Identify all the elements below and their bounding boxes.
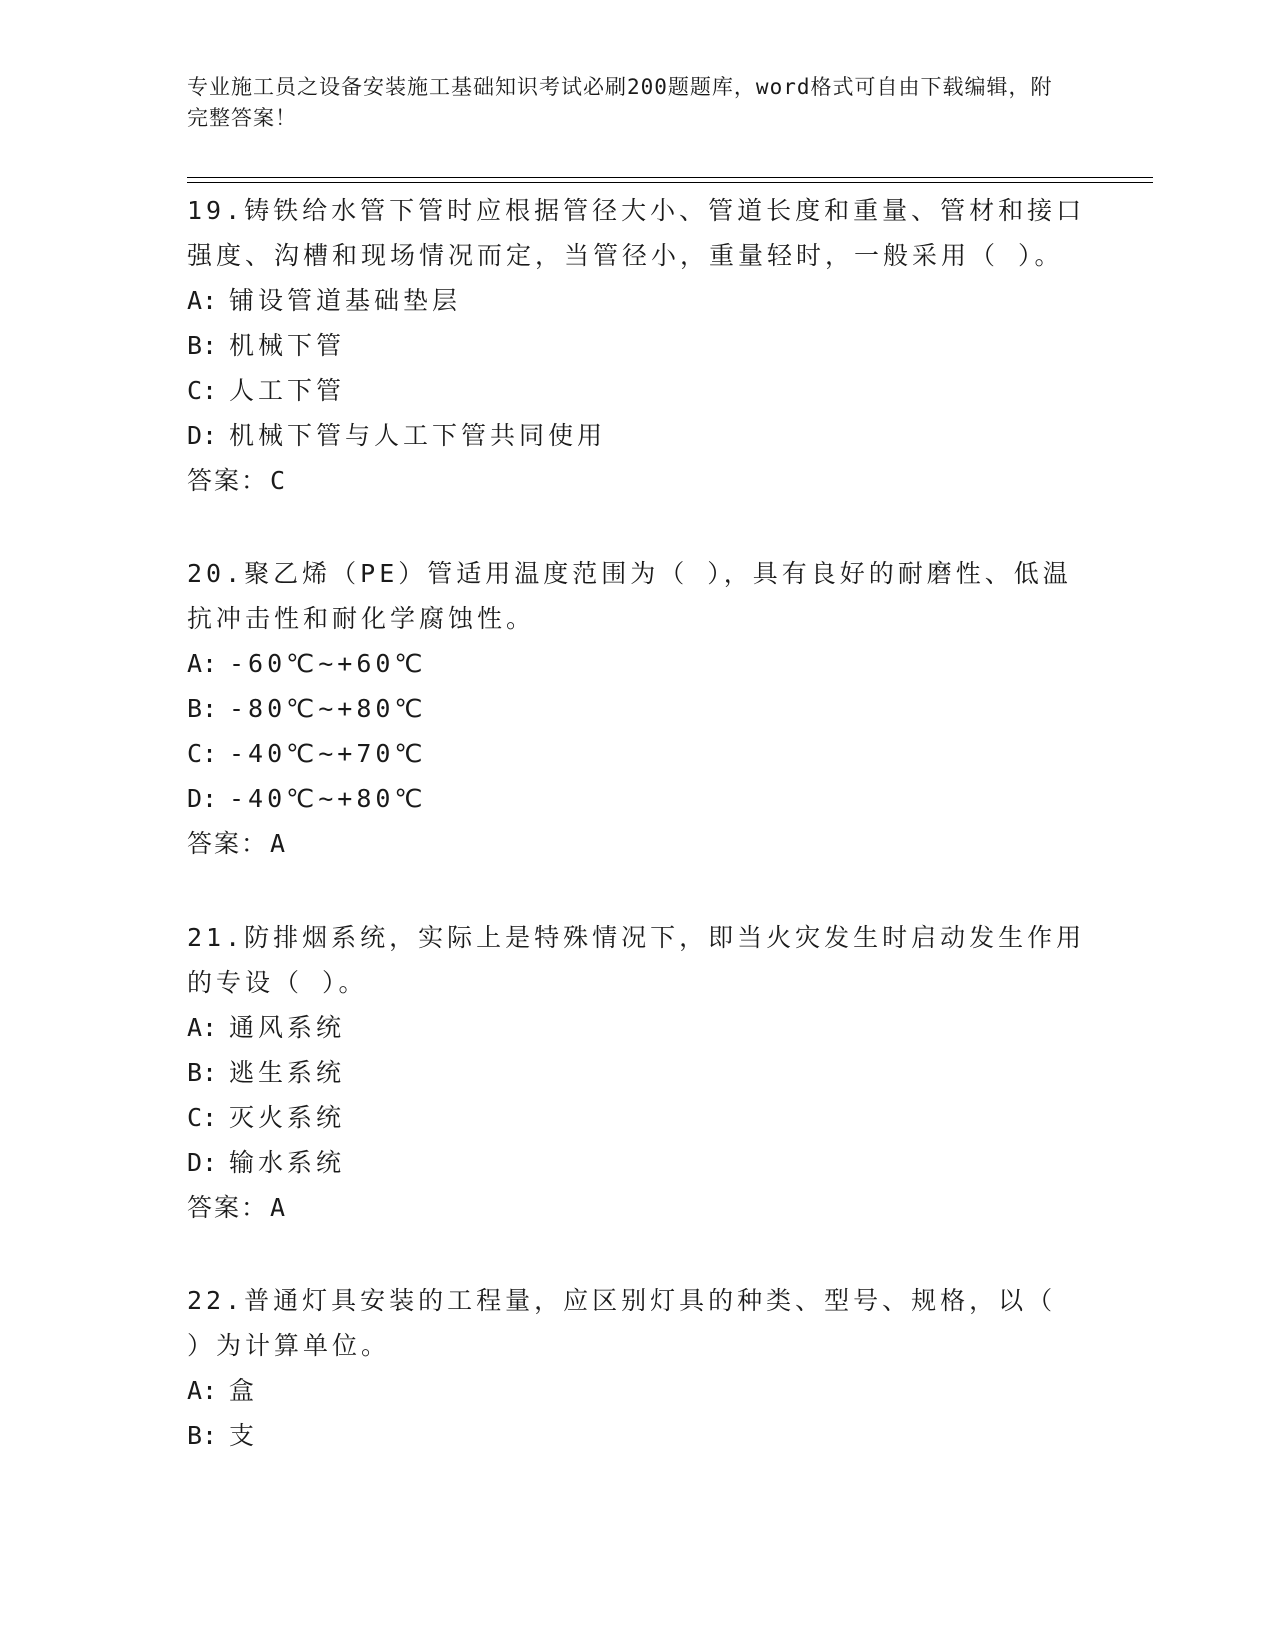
option-text: 支	[229, 1421, 259, 1450]
option-key: A:	[187, 1013, 218, 1042]
answer-label: 答案：	[187, 1193, 269, 1222]
document-header: 专业施工员之设备安装施工基础知识考试必刷200题题库，word格式可自由下载编辑，附完整答案！	[187, 75, 1053, 130]
answer-line	[187, 1185, 1087, 1230]
option-key: D:	[187, 784, 218, 813]
option-text: 逃生系统	[229, 1058, 346, 1087]
option-text: 人工下管	[229, 376, 346, 405]
option-text: -80℃~+80℃	[229, 694, 427, 723]
option-text: -60℃~+60℃	[229, 649, 427, 678]
question-stem: 20.聚乙烯（PE）管适用温度范围为（ ），具有良好的耐磨性、低温抗冲击性和耐化学腐蚀性。	[187, 559, 1072, 633]
answer-label: 答案：	[187, 466, 269, 495]
option-b	[187, 1413, 1087, 1458]
option-key: C:	[187, 1103, 218, 1132]
header-divider-bottom	[187, 182, 1153, 183]
option-key: A:	[187, 1376, 218, 1405]
header-divider-top	[187, 177, 1153, 178]
option-key: B:	[187, 331, 218, 360]
option-key: B:	[187, 694, 218, 723]
option-a	[187, 1005, 1087, 1050]
option-a	[187, 278, 1087, 323]
option-text: 通风系统	[229, 1013, 346, 1042]
answer-value: A	[270, 829, 286, 858]
option-key: C:	[187, 739, 218, 768]
answer-line	[187, 458, 1087, 503]
option-text: -40℃~+70℃	[229, 739, 427, 768]
option-key: B:	[187, 1421, 218, 1450]
option-b	[187, 686, 1087, 731]
option-key: D:	[187, 421, 218, 450]
option-c	[187, 1095, 1087, 1140]
option-text: 输水系统	[229, 1148, 346, 1177]
option-key: A:	[187, 649, 218, 678]
answer-line	[187, 821, 1087, 866]
question-stem: 21.防排烟系统，实际上是特殊情况下，即当火灾发生时启动发生作用的专设（ ）。	[187, 923, 1086, 997]
option-text: 机械下管	[229, 331, 346, 360]
option-d	[187, 1140, 1087, 1185]
option-c	[187, 731, 1087, 776]
option-a	[187, 1368, 1087, 1413]
option-text: 灭火系统	[229, 1103, 346, 1132]
option-c	[187, 368, 1087, 413]
question-22	[187, 1278, 1087, 1458]
option-text: 机械下管与人工下管共同使用	[229, 421, 607, 450]
question-stem: 22.普通灯具安装的工程量，应区别灯具的种类、型号、规格，以（ ）为计算单位。	[187, 1286, 1057, 1360]
answer-value: C	[270, 466, 286, 495]
option-key: B:	[187, 1058, 218, 1087]
question-19	[187, 188, 1087, 503]
option-a	[187, 641, 1087, 686]
option-key: A:	[187, 286, 218, 315]
option-text: -40℃~+80℃	[229, 784, 427, 813]
option-text: 铺设管道基础垫层	[229, 286, 462, 315]
question-20	[187, 551, 1087, 866]
option-key: C:	[187, 376, 218, 405]
option-d	[187, 413, 1087, 458]
option-b	[187, 323, 1087, 368]
question-stem: 19.铸铁给水管下管时应根据管径大小、管道长度和重量、管材和接口强度、沟槽和现场情况而定，当管径小，重量轻时，一般采用（ ）。	[187, 196, 1086, 270]
option-text: 盒	[229, 1376, 259, 1405]
option-d	[187, 776, 1087, 821]
answer-value: A	[270, 1193, 286, 1222]
answer-label: 答案：	[187, 829, 269, 858]
question-21	[187, 915, 1087, 1230]
option-b	[187, 1050, 1087, 1095]
option-key: D:	[187, 1148, 218, 1177]
